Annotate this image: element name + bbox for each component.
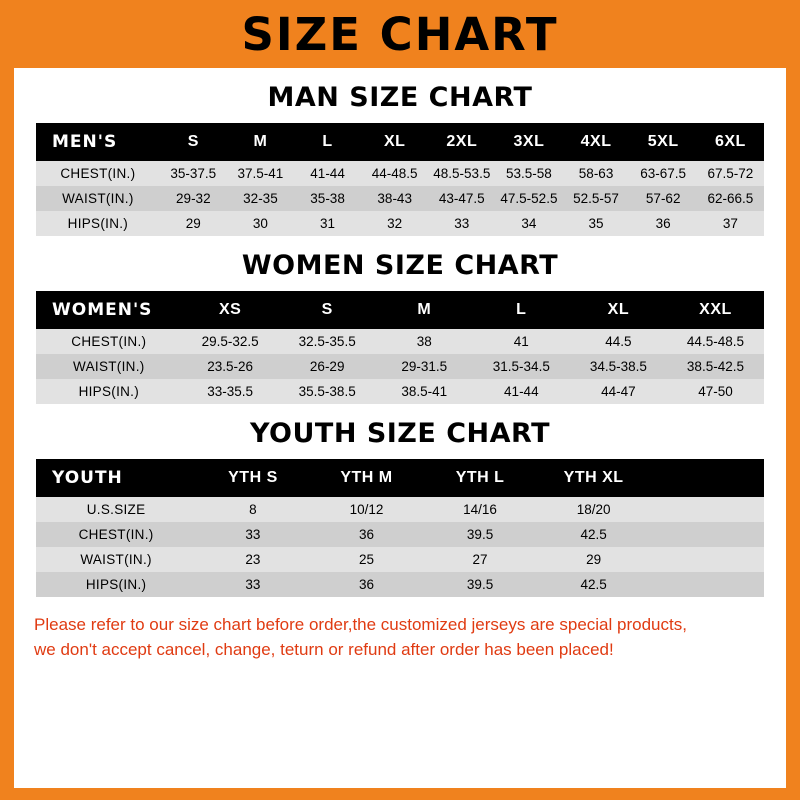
table-cell: 33	[196, 522, 310, 547]
table-cell: 63-67.5	[630, 161, 697, 186]
column-header: S	[160, 123, 227, 161]
table-cell: 33	[428, 211, 495, 236]
table-cell: 36	[630, 211, 697, 236]
table-cell: 38.5-41	[376, 379, 473, 404]
column-header: 2XL	[428, 123, 495, 161]
row-label: HIPS(IN.)	[36, 572, 196, 597]
table-cell: 47.5-52.5	[495, 186, 562, 211]
table-cell: 52.5-57	[563, 186, 630, 211]
column-header: L	[294, 123, 361, 161]
section-title-man: MAN SIZE CHART	[267, 82, 533, 113]
table-cell: 18/20	[537, 497, 651, 522]
table-cell: 27	[423, 547, 537, 572]
table-cell: 31	[294, 211, 361, 236]
table-cell-spacer	[650, 572, 764, 597]
row-label: CHEST(IN.)	[36, 161, 160, 186]
table-cell: 36	[310, 522, 424, 547]
table-cell: 48.5-53.5	[428, 161, 495, 186]
banner	[0, 0, 800, 68]
table-cell-spacer	[650, 497, 764, 522]
column-header: YTH M	[310, 459, 424, 497]
table-row	[36, 161, 764, 186]
table-cell-spacer	[650, 522, 764, 547]
table-cell: 41-44	[294, 161, 361, 186]
table-cell: 35	[563, 211, 630, 236]
footer-note-line1: Please refer to our size chart before order,the customized jerseys are special products,	[34, 615, 687, 634]
section-youth	[14, 418, 786, 597]
table-cell: 14/16	[423, 497, 537, 522]
table-cell: 44-47	[570, 379, 667, 404]
table-cell: 37.5-41	[227, 161, 294, 186]
column-header: MEN'S	[36, 123, 160, 161]
column-header: WOMEN'S	[36, 291, 182, 329]
table-cell: 25	[310, 547, 424, 572]
table-row	[36, 186, 764, 211]
table-cell: 32	[361, 211, 428, 236]
row-label: CHEST(IN.)	[36, 329, 182, 354]
table-row	[36, 547, 764, 572]
row-label: WAIST(IN.)	[36, 186, 160, 211]
table-cell: 58-63	[563, 161, 630, 186]
table-cell: 30	[227, 211, 294, 236]
table-cell: 41	[473, 329, 570, 354]
table-row	[36, 354, 764, 379]
section-man	[14, 82, 786, 236]
table-cell: 23	[196, 547, 310, 572]
table-cell: 34	[495, 211, 562, 236]
table-cell: 39.5	[423, 572, 537, 597]
table-cell: 57-62	[630, 186, 697, 211]
table-cell: 44.5-48.5	[667, 329, 764, 354]
column-header: YTH L	[423, 459, 537, 497]
column-header: XS	[182, 291, 279, 329]
column-header: 3XL	[495, 123, 562, 161]
table-row	[36, 497, 764, 522]
table-cell: 8	[196, 497, 310, 522]
table-cell: 35-37.5	[160, 161, 227, 186]
table-cell: 44.5	[570, 329, 667, 354]
table-header-row	[36, 123, 764, 161]
column-header: M	[227, 123, 294, 161]
table-cell-spacer	[650, 547, 764, 572]
table-row	[36, 522, 764, 547]
row-label: HIPS(IN.)	[36, 379, 182, 404]
column-header: 5XL	[630, 123, 697, 161]
table-cell: 53.5-58	[495, 161, 562, 186]
table-cell: 35-38	[294, 186, 361, 211]
table-cell: 38-43	[361, 186, 428, 211]
column-header: S	[279, 291, 376, 329]
table-row	[36, 329, 764, 354]
column-header: YTH XL	[537, 459, 651, 497]
table-cell: 23.5-26	[182, 354, 279, 379]
table-header-row	[36, 459, 764, 497]
table-cell: 29	[537, 547, 651, 572]
table-row	[36, 211, 764, 236]
table-cell: 38.5-42.5	[667, 354, 764, 379]
row-label: CHEST(IN.)	[36, 522, 196, 547]
column-header: XL	[361, 123, 428, 161]
table-header-row	[36, 291, 764, 329]
table-cell: 41-44	[473, 379, 570, 404]
table-cell: 42.5	[537, 522, 651, 547]
table-row	[36, 572, 764, 597]
row-label: WAIST(IN.)	[36, 354, 182, 379]
column-header: XXL	[667, 291, 764, 329]
table-cell: 37	[697, 211, 764, 236]
table-youth	[36, 459, 764, 597]
table-cell: 47-50	[667, 379, 764, 404]
table-cell: 34.5-38.5	[570, 354, 667, 379]
column-header: YOUTH	[36, 459, 196, 497]
table-cell: 38	[376, 329, 473, 354]
column-header: 6XL	[697, 123, 764, 161]
column-header: M	[376, 291, 473, 329]
row-label: U.S.SIZE	[36, 497, 196, 522]
table-cell: 31.5-34.5	[473, 354, 570, 379]
table-cell: 29-32	[160, 186, 227, 211]
footer-note	[34, 613, 766, 662]
column-header: 4XL	[563, 123, 630, 161]
section-women	[14, 250, 786, 404]
row-label: HIPS(IN.)	[36, 211, 160, 236]
column-header: YTH S	[196, 459, 310, 497]
table-cell: 42.5	[537, 572, 651, 597]
table-cell: 43-47.5	[428, 186, 495, 211]
section-title-women: WOMEN SIZE CHART	[241, 250, 559, 281]
table-cell: 32-35	[227, 186, 294, 211]
table-cell: 32.5-35.5	[279, 329, 376, 354]
table-cell: 62-66.5	[697, 186, 764, 211]
table-cell: 29	[160, 211, 227, 236]
footer-note-line2: we don't accept cancel, change, teturn or refund after order has been placed!	[34, 639, 614, 659]
table-cell: 29-31.5	[376, 354, 473, 379]
column-header: XL	[570, 291, 667, 329]
section-title-youth: YOUTH SIZE CHART	[249, 418, 551, 449]
column-header: L	[473, 291, 570, 329]
table-women	[36, 291, 764, 404]
table-man	[36, 123, 764, 236]
table-cell: 67.5-72	[697, 161, 764, 186]
table-row	[36, 379, 764, 404]
page-title: SIZE CHART	[241, 7, 559, 61]
row-label: WAIST(IN.)	[36, 547, 196, 572]
table-cell: 26-29	[279, 354, 376, 379]
table-cell: 35.5-38.5	[279, 379, 376, 404]
table-cell: 44-48.5	[361, 161, 428, 186]
table-cell: 36	[310, 572, 424, 597]
bottom-accent-bar	[0, 788, 800, 800]
table-cell: 33	[196, 572, 310, 597]
table-cell: 10/12	[310, 497, 424, 522]
table-cell: 29.5-32.5	[182, 329, 279, 354]
table-cell: 33-35.5	[182, 379, 279, 404]
table-cell: 39.5	[423, 522, 537, 547]
column-header-spacer	[650, 459, 764, 497]
